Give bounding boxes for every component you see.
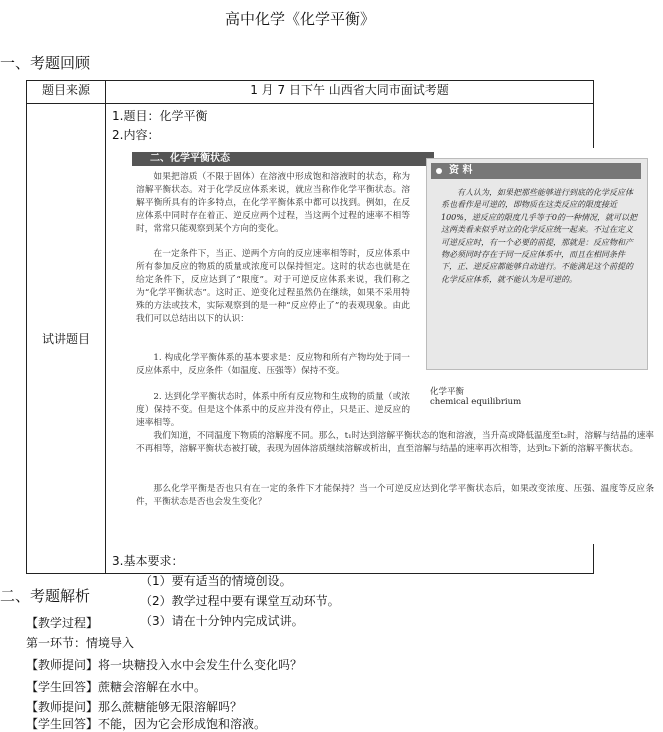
textbook-paragraph-6: 那么化学平衡是否也只有在一定的条件下才能保持？当一个可逆反应达到化学平衡状态后，如果改变浓度、压强、温度等反应条件，平衡状态是否也会发生变化？ [136,484,654,507]
page-title: 高中化学《化学平衡》 [224,10,375,28]
textbook-paragraph-5: 我们知道，不同温度下物质的溶解度不同。那么，t₁时达到溶解平衡状态的饱和溶液，当升高或降低温度至t₂时，溶解与结晶的速率不再相等，溶解平衡状态被打破，表现为固体溶质继续溶解或析出，直至溶解与结晶的速率再次相等，达到t₂下新的溶解平衡状态。 [136,431,654,454]
info-box-heading: 资 料 [431,163,641,179]
textbook-section-heading: 二、化学平衡状态 [132,152,434,166]
textbook-paragraph-3: 1. 构成化学平衡体系的基本要求是：反应物和所有产物均处于同一反应体系中，反应条件（如温度、压强等）保持不变。 [136,353,410,376]
textbook-paragraph-2: 在一定条件下，当正、逆两个方向的反应速率相等时，反应体系中所有参加反应的物质的质量或浓度可以保持恒定。这时的状态也就是在给定条件下，反应达到了“限度”。对于可逆反应体系来说，我们称之为“化学平衡状态”。这时正、逆变化过程虽然仍在继续，如果不采用特殊的方法或技术，实际观察到的是一种“反应停止了”的表观现象。由此我们可以总结出以下的认识： [136,249,410,324]
analysis-line: 【学生回答】蔗糖会溶解在水中。 [26,680,207,694]
topic-content-cell [106,104,654,628]
info-box [426,158,648,370]
topic-label: 试讲题目 [27,104,106,574]
textbook-paragraph-1: 如果把溶质（不限于固体）在溶液中形成饱和溶液时的状态，称为溶解平衡状态。对于化学反应体系来说，就应当称作化学平衡状态。溶解平衡所具有的许多特点，在化学平衡体系中都可以找到。例如，在反应体系中同时存在着正、逆反应两个过程，当这两个过程的速率不相等时，常常只能观察到某个方向的变化。 [136,172,410,234]
info-box-text: 有人认为，如果把那些能够进行到底的化学反应体系也看作是可逆的，即物质在这类反应的限度接近100%，逆反应的限度几乎等于0的一种情况，就可以把这两类看来似乎对立的化学反应统一起来。不过在定义可逆反应时，有一个必要的前提，那就是：反应物和产物必须同时存在于同一反应体系中，而且在相同条件下，正、逆反应都能够自动进行。不能满足这个前提的化学反应体系，就不能认为是可逆的。 [441,188,637,284]
topic-item: 1.题目：化学平衡 [112,109,208,123]
glossary-term-cn: 化学平衡 [430,387,465,397]
analysis-line: 【教师提问】将一块糖投入水中会发生什么变化吗？ [26,658,303,672]
source-value: 1 月 7 日下午 山西省大同市面试考题 [106,81,594,104]
source-label: 题目来源 [27,81,106,104]
textbook-paragraph-4: 2. 达到化学平衡状态时，体系中所有反应物和生成物的质量（或浓度）保持不变。但是这个体系中的反应并没有停止，只是正、逆反应的速率相等。 [136,392,410,428]
section-review-title: 一、考题回顾 [0,54,91,72]
requirement-item: （1）要有适当的情境创设。 [140,574,292,588]
analysis-line: 第一环节：情境导入 [26,636,135,650]
requirement-item: （3）请在十分钟内完成试讲。 [140,614,304,628]
requirements-heading: 3.基本要求： [112,554,184,568]
topic-row [27,104,594,574]
textbook-excerpt [118,148,663,544]
analysis-line: 【学生回答】不能，因为它会形成饱和溶液。 [26,717,267,731]
requirement-item: （2）教学过程中要有课堂互动环节。 [140,594,340,608]
source-row [27,81,594,104]
glossary-term-en: chemical equilibrium [430,397,522,407]
section-analysis-title: 二、考题解析 [0,587,91,605]
content-item: 2.内容： [112,128,160,142]
analysis-line: 【教学过程】 [26,616,99,630]
analysis-line: 【教师提问】那么蔗糖能够无限溶解吗？ [26,700,243,714]
